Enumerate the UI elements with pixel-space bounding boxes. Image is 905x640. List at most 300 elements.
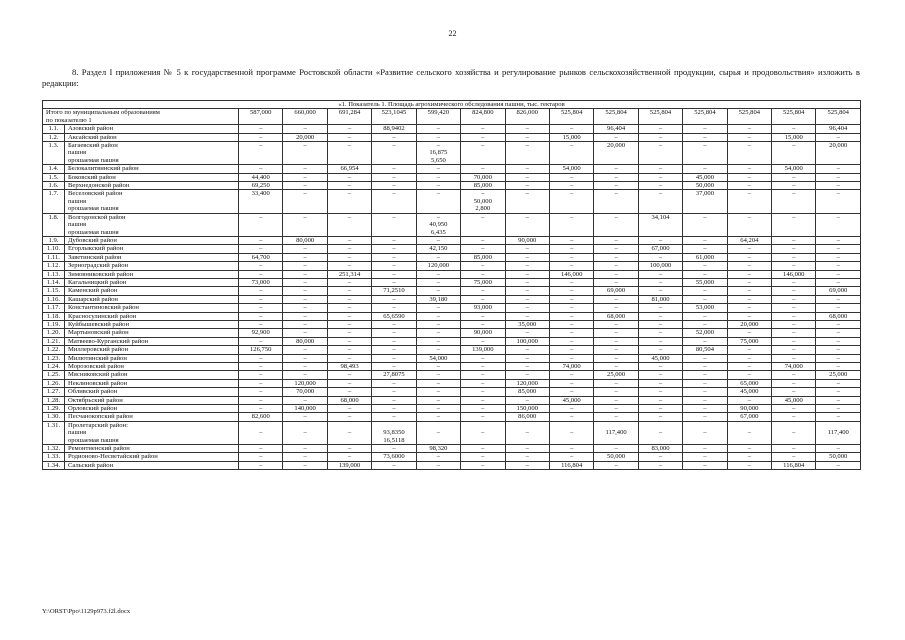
total-value-cell: 691,284	[327, 109, 371, 125]
district-name-line: пашня	[68, 197, 87, 205]
value-line: –	[703, 379, 707, 387]
value-line: –	[792, 173, 796, 181]
value-line: –	[747, 270, 751, 278]
row-number: 1.6.	[43, 182, 65, 190]
value-cell	[549, 413, 593, 421]
value-line: 83,000	[651, 445, 670, 453]
value-cell	[816, 213, 861, 236]
value-cell	[239, 337, 283, 345]
value-line: –	[792, 295, 796, 303]
value-cell	[816, 312, 861, 320]
value-line: 16,5118	[383, 436, 405, 444]
table-row	[43, 133, 861, 141]
value-line: –	[392, 182, 396, 190]
value-line: –	[614, 236, 618, 244]
total-value-cell: 525,804	[594, 109, 638, 125]
value-line: –	[836, 262, 840, 270]
value-line: 45,000	[651, 354, 670, 362]
value-line: –	[836, 461, 840, 469]
value-cell	[505, 453, 549, 461]
value-line: 126,750	[249, 346, 272, 354]
district-name	[65, 304, 239, 312]
value-cell	[283, 287, 327, 295]
total-label-line: Итого по муниципальным образованиям	[46, 109, 160, 117]
table-row	[43, 461, 861, 469]
value-cell	[772, 413, 816, 421]
value-cell	[638, 278, 682, 286]
value-cell	[816, 142, 861, 165]
value-line: –	[481, 295, 485, 303]
value-cell	[594, 461, 638, 469]
district-name	[65, 461, 239, 469]
table-row	[43, 329, 861, 337]
row-number: 1.11.	[43, 253, 65, 261]
value-line: –	[658, 125, 663, 133]
district-name	[65, 363, 239, 371]
value-line: –	[792, 125, 796, 133]
row-number: 1.3.	[43, 142, 65, 165]
value-line: –	[836, 388, 840, 396]
value-line: –	[525, 142, 529, 150]
value-cell	[327, 329, 371, 337]
value-cell	[239, 304, 283, 312]
value-line: –	[525, 461, 529, 469]
value-line: –	[836, 320, 840, 328]
value-cell	[372, 295, 416, 303]
table-row	[43, 278, 861, 286]
value-cell	[239, 388, 283, 396]
value-line: 68,000	[340, 396, 359, 404]
value-line: –	[259, 453, 263, 461]
value-cell	[461, 287, 505, 295]
table-title: «1. Показатель 1. Площадь агрохимического обследования пашни, тыс. гектаров	[43, 101, 861, 109]
value-line: –	[747, 354, 751, 362]
value-line: –	[436, 453, 441, 461]
value-line: –	[392, 413, 396, 421]
value-cell	[594, 165, 638, 173]
value-cell	[549, 312, 593, 320]
value-line: –	[747, 182, 751, 190]
value-line: –	[303, 295, 307, 303]
value-cell	[416, 173, 460, 181]
value-cell	[283, 320, 327, 328]
value-line: –	[303, 142, 307, 150]
value-line: –	[392, 142, 396, 150]
district-name-line: Кашарский район	[68, 295, 118, 303]
value-cell	[416, 461, 460, 469]
total-value-cell: 525,804	[683, 109, 727, 125]
value-line: –	[570, 173, 574, 181]
district-name	[65, 445, 239, 453]
value-cell	[683, 190, 727, 213]
value-cell	[239, 165, 283, 173]
value-cell	[683, 278, 727, 286]
value-line: –	[303, 396, 307, 404]
value-line: –	[747, 173, 751, 181]
district-name	[65, 270, 239, 278]
value-line: –	[614, 396, 618, 404]
value-cell	[372, 396, 416, 404]
value-line: –	[436, 312, 441, 320]
value-line: –	[570, 413, 574, 421]
value-line: –	[614, 346, 618, 354]
value-line: –	[703, 388, 707, 396]
value-line: 50,000	[829, 453, 848, 461]
row-number: 1.17.	[43, 304, 65, 312]
district-name	[65, 346, 239, 354]
value-line: –	[392, 396, 396, 404]
total-value-cell: 660,000	[283, 109, 327, 125]
value-line: –	[747, 133, 751, 141]
value-cell	[594, 379, 638, 387]
value-cell	[549, 270, 593, 278]
value-line: –	[836, 295, 840, 303]
value-line: –	[792, 190, 796, 198]
value-line: –	[658, 371, 663, 379]
value-cell	[461, 253, 505, 261]
value-line: –	[259, 405, 263, 413]
table-row	[43, 312, 861, 320]
value-line: –	[259, 287, 263, 295]
district-name-line: Неклиновский район	[68, 379, 128, 387]
value-line: –	[792, 379, 796, 387]
district-name-line: Матвеево-Курганский район	[68, 337, 149, 345]
value-line: –	[570, 320, 574, 328]
value-cell	[683, 213, 727, 236]
value-cell	[683, 270, 727, 278]
value-cell	[816, 236, 861, 244]
value-line: –	[481, 262, 485, 270]
value-cell	[638, 329, 682, 337]
value-cell	[549, 371, 593, 379]
value-line: –	[614, 337, 618, 345]
value-cell	[816, 453, 861, 461]
district-name-line: Орловский район	[68, 405, 118, 413]
value-cell	[505, 304, 549, 312]
value-cell	[416, 312, 460, 320]
value-line: –	[747, 278, 751, 286]
value-line: –	[525, 329, 529, 337]
value-cell	[461, 165, 505, 173]
value-line: 82,600	[251, 413, 270, 421]
value-line: –	[392, 262, 396, 270]
value-line: –	[436, 236, 441, 244]
value-line: –	[747, 304, 751, 312]
value-line: –	[259, 165, 263, 173]
value-cell	[239, 236, 283, 244]
value-line: –	[792, 429, 796, 437]
value-line: –	[436, 346, 441, 354]
value-cell	[683, 354, 727, 362]
value-line: –	[525, 312, 529, 320]
value-cell	[549, 329, 593, 337]
value-line: –	[436, 213, 441, 221]
value-cell	[816, 262, 861, 270]
value-cell	[327, 287, 371, 295]
value-cell	[416, 165, 460, 173]
row-number: 1.27.	[43, 388, 65, 396]
value-line: –	[658, 320, 663, 328]
value-cell	[772, 312, 816, 320]
value-line: –	[259, 371, 263, 379]
value-cell	[638, 371, 682, 379]
value-line: 54,000	[784, 165, 803, 173]
value-line: –	[792, 388, 796, 396]
value-line: –	[658, 337, 663, 345]
value-line: –	[747, 253, 751, 261]
value-line: –	[347, 142, 352, 150]
value-cell	[549, 278, 593, 286]
value-cell	[594, 270, 638, 278]
value-line: –	[658, 287, 663, 295]
value-line: –	[836, 165, 840, 173]
value-line: –	[347, 253, 352, 261]
district-name-line: Азовский район	[68, 125, 114, 133]
value-cell	[638, 354, 682, 362]
value-cell	[594, 213, 638, 236]
value-cell	[372, 278, 416, 286]
value-cell	[372, 125, 416, 133]
value-cell	[772, 262, 816, 270]
value-cell	[727, 262, 771, 270]
table-row	[43, 445, 861, 453]
value-line: –	[747, 142, 751, 150]
value-cell	[772, 253, 816, 261]
value-cell	[239, 278, 283, 286]
row-number: 1.20.	[43, 329, 65, 337]
value-cell	[549, 421, 593, 444]
value-line: –	[481, 388, 485, 396]
value-cell	[727, 329, 771, 337]
value-line: 75,000	[473, 278, 492, 286]
value-cell	[549, 405, 593, 413]
value-line: –	[570, 245, 574, 253]
value-cell	[816, 253, 861, 261]
value-line: –	[347, 236, 352, 244]
value-cell	[772, 270, 816, 278]
value-line: –	[392, 253, 396, 261]
value-cell	[372, 312, 416, 320]
value-cell	[727, 337, 771, 345]
value-cell	[727, 278, 771, 286]
value-line: –	[481, 213, 485, 221]
value-cell	[372, 270, 416, 278]
value-cell	[327, 453, 371, 461]
value-line: –	[481, 312, 485, 320]
value-cell	[772, 421, 816, 444]
value-line: –	[614, 190, 618, 198]
value-cell	[683, 461, 727, 469]
value-line: –	[703, 445, 707, 453]
row-number: 1.15.	[43, 287, 65, 295]
value-line: –	[392, 190, 396, 198]
value-line: 90,000	[740, 405, 759, 413]
value-line: 92,900	[251, 329, 270, 337]
value-line: –	[703, 142, 707, 150]
value-line: –	[436, 278, 441, 286]
row-number: 1.9.	[43, 236, 65, 244]
value-line: –	[747, 262, 751, 270]
table-row	[43, 287, 861, 295]
value-cell	[239, 270, 283, 278]
value-cell	[416, 379, 460, 387]
value-cell	[772, 304, 816, 312]
district-name	[65, 133, 239, 141]
value-cell	[727, 253, 771, 261]
district-name-line: Верхнедонской район	[68, 182, 130, 190]
value-cell	[594, 388, 638, 396]
value-line: –	[570, 278, 574, 286]
value-cell	[505, 213, 549, 236]
value-cell	[327, 236, 371, 244]
value-line: –	[436, 142, 441, 150]
value-cell	[239, 371, 283, 379]
value-line: –	[525, 354, 529, 362]
value-line: –	[703, 461, 707, 469]
value-cell	[239, 396, 283, 404]
value-line: 146,000	[783, 270, 805, 278]
value-line: –	[703, 354, 707, 362]
value-line	[241, 422, 280, 429]
table-row	[43, 337, 861, 345]
value-line: –	[392, 245, 396, 253]
value-cell	[416, 405, 460, 413]
value-cell	[816, 125, 861, 133]
value-line: –	[259, 354, 263, 362]
value-cell	[327, 405, 371, 413]
total-value-cell: 525,804	[772, 109, 816, 125]
value-cell	[283, 363, 327, 371]
value-cell	[283, 405, 327, 413]
value-line: –	[481, 165, 485, 173]
value-line: –	[836, 304, 840, 312]
value-cell	[772, 363, 816, 371]
value-line: –	[614, 270, 618, 278]
row-number: 1.19.	[43, 320, 65, 328]
value-cell	[372, 405, 416, 413]
value-cell	[727, 405, 771, 413]
value-line: 25,000	[829, 371, 848, 379]
value-cell	[727, 346, 771, 354]
value-line: –	[792, 354, 796, 362]
value-cell	[816, 287, 861, 295]
value-line: –	[570, 379, 574, 387]
value-cell	[461, 445, 505, 453]
value-line: 65,000	[740, 379, 759, 387]
value-cell	[549, 354, 593, 362]
value-cell	[594, 287, 638, 295]
district-name-line: Куйбышевский район	[68, 320, 130, 328]
value-cell	[727, 173, 771, 181]
value-cell	[505, 354, 549, 362]
value-cell	[372, 213, 416, 236]
value-cell	[638, 262, 682, 270]
value-line: 85,000	[473, 182, 492, 190]
value-line: –	[259, 445, 263, 453]
value-cell	[283, 253, 327, 261]
value-line: –	[570, 295, 574, 303]
value-line: –	[259, 429, 263, 437]
value-line: 69,000	[607, 287, 626, 295]
value-cell	[327, 388, 371, 396]
value-cell	[283, 245, 327, 253]
row-number: 1.34.	[43, 461, 65, 469]
value-cell	[461, 173, 505, 181]
district-name	[65, 278, 239, 286]
value-line: –	[836, 379, 840, 387]
value-cell	[283, 312, 327, 320]
value-line: –	[347, 445, 352, 453]
value-line: –	[259, 461, 263, 469]
value-cell	[816, 379, 861, 387]
value-line: –	[303, 173, 307, 181]
value-line: –	[703, 396, 707, 404]
value-line: –	[525, 165, 529, 173]
value-cell	[594, 253, 638, 261]
district-name-line: Красносулинский район	[68, 312, 137, 320]
value-line: –	[703, 133, 707, 141]
value-line: –	[525, 125, 529, 133]
value-cell	[327, 421, 371, 444]
value-line: 93,8350	[383, 429, 405, 437]
value-cell	[327, 125, 371, 133]
value-line: 61,000	[695, 253, 714, 261]
value-cell	[772, 379, 816, 387]
value-line: –	[658, 346, 663, 354]
value-line: 88,9402	[383, 125, 405, 133]
value-cell	[638, 320, 682, 328]
value-cell	[239, 245, 283, 253]
value-cell	[461, 262, 505, 270]
value-line: –	[436, 165, 441, 173]
value-line: –	[570, 190, 574, 198]
value-cell	[372, 190, 416, 213]
total-value-cell: 599,420	[416, 109, 460, 125]
value-line: –	[259, 262, 263, 270]
value-cell	[594, 125, 638, 133]
value-cell	[594, 304, 638, 312]
value-cell	[549, 295, 593, 303]
district-name-line: Ремонтненский район	[68, 445, 130, 453]
value-line: –	[747, 429, 751, 437]
value-cell	[549, 262, 593, 270]
value-line: –	[347, 388, 352, 396]
value-line: –	[658, 270, 663, 278]
value-line: 64,204	[740, 236, 759, 244]
value-cell	[372, 173, 416, 181]
value-line	[419, 422, 458, 429]
value-line: –	[392, 461, 396, 469]
table-title-row	[43, 101, 861, 109]
value-line: –	[392, 133, 396, 141]
value-line: –	[570, 213, 574, 221]
value-line: –	[481, 320, 485, 328]
value-line: –	[614, 262, 618, 270]
value-cell	[638, 295, 682, 303]
value-line: –	[658, 396, 663, 404]
value-line: –	[525, 429, 529, 437]
table-row	[43, 270, 861, 278]
value-cell	[505, 445, 549, 453]
value-cell	[727, 270, 771, 278]
value-cell	[372, 304, 416, 312]
value-cell	[638, 421, 682, 444]
value-cell	[239, 320, 283, 328]
value-line: –	[658, 182, 663, 190]
value-line: –	[703, 429, 707, 437]
value-line: –	[570, 312, 574, 320]
value-line: 50,000	[695, 182, 714, 190]
